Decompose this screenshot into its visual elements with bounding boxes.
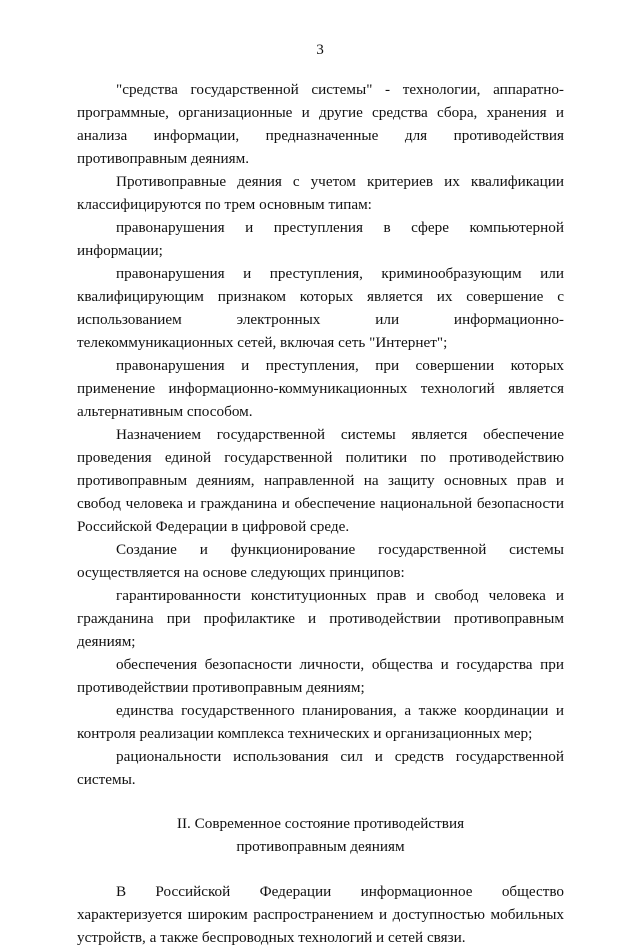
section-heading-line-1: II. Современное состояние противодействия xyxy=(176,815,465,832)
section-heading-line-2: противоправным деяниям xyxy=(236,838,405,855)
list-item-network-crimes: правонарушения и преступления, криминообразующим или квалифицирующим признаком которых является их совершение с использованием электронных или информационно-телекоммуникационных сетей, включая сеть "Интернет"; xyxy=(77,265,564,351)
paragraph-current-state: В Российской Федерации информационное общество характеризуется широким распространением и доступностью мобильных устройств, а также беспроводных технологий и сетей связи. xyxy=(77,883,564,946)
list-item-planning-unity: единства государственного планирования, а также координации и контроля реализации комплекса технических и организационных мер; xyxy=(77,702,564,742)
list-item-security: обеспечения безопасности личности, общества и государства при противодействии противоправным деяниям; xyxy=(77,656,564,696)
paragraph-principles-intro: Создание и функционирование государственной системы осуществляется на основе следующих принципов: xyxy=(77,541,564,581)
page-number: 3 xyxy=(316,41,324,58)
list-item-constitutional-rights: гарантированности конституционных прав и свобод человека и гражданина при профилактике и противодействии противоправным деяниям; xyxy=(77,587,564,650)
list-item-alternative-method: правонарушения и преступления, при совершении которых применение информационно-коммуникационных технологий является альтернативным способом. xyxy=(77,357,564,420)
paragraph-purpose: Назначением государственной системы является обеспечение проведения единой государственной политики по противодействию противоправным деяниям, направленной на защиту основных прав и свобод человека и гражданина и обеспечение национальной безопасности Российской Федерации в цифровой среде. xyxy=(77,426,564,535)
paragraph-classification-intro: Противоправные деяния с учетом критериев их квалификации классифицируются по трем основным типам: xyxy=(77,173,564,213)
list-item-rationality: рациональности использования сил и средств государственной системы. xyxy=(77,748,564,788)
section-heading xyxy=(77,812,564,858)
paragraph-definition: "средства государственной системы" - технологии, аппаратно-программные, организационные и другие средства сбора, хранения и анализа информации, предназначенные для противодействия противоправным деяниям. xyxy=(77,81,564,167)
list-item-computer-information: правонарушения и преступления в сфере компьютерной информации; xyxy=(77,219,564,259)
document-body xyxy=(77,78,564,949)
